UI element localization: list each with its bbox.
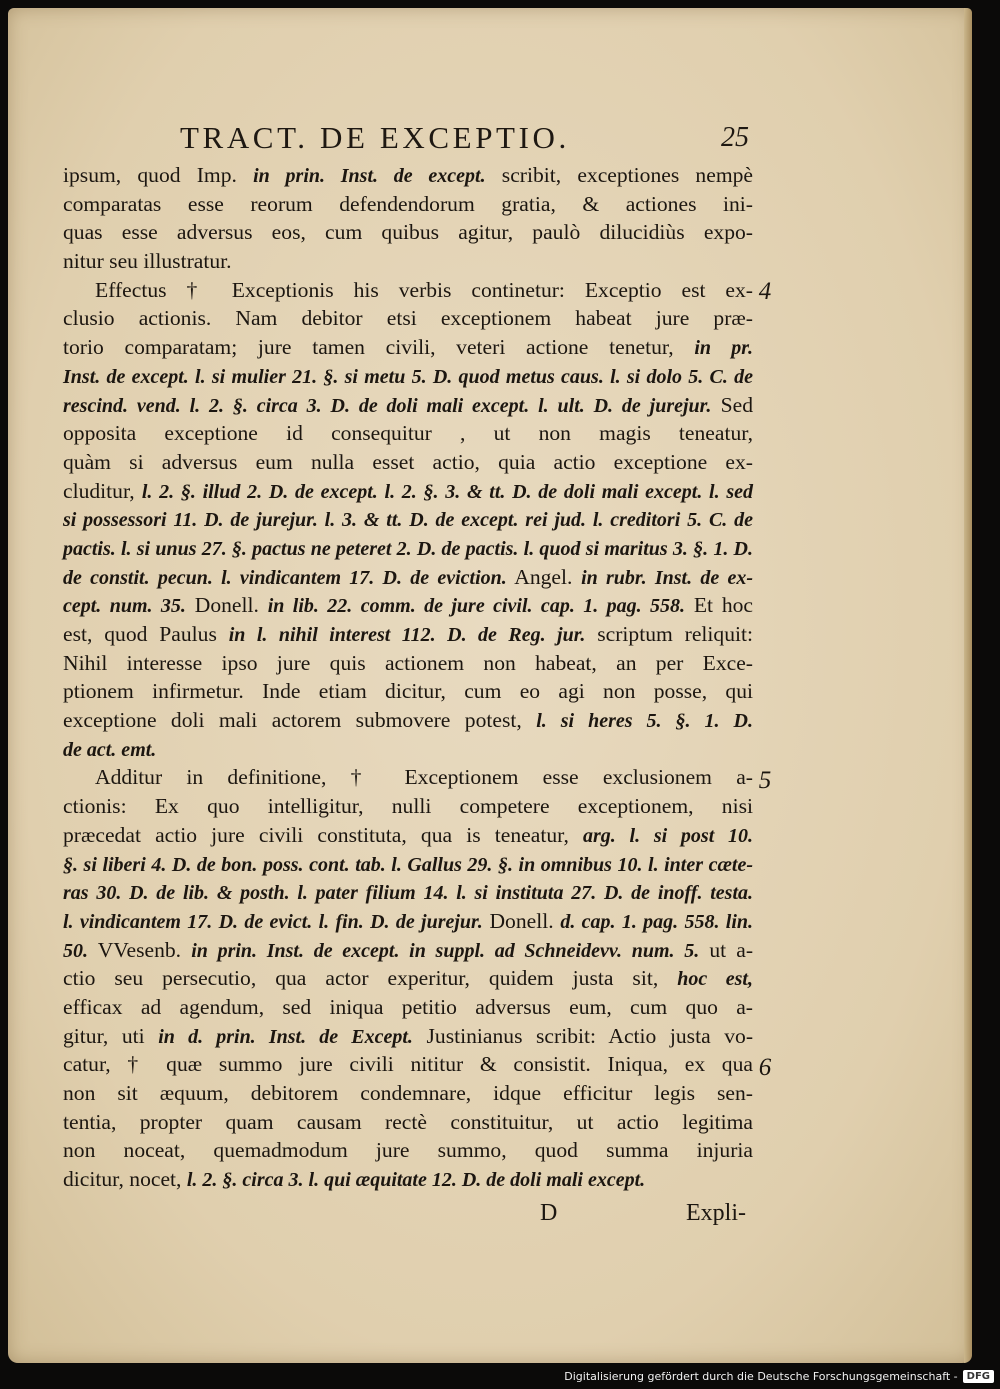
text-line: ctio seu persecutio, qua actor experitur, quidem justa sit, hoc est, bbox=[63, 966, 753, 991]
text-line: dicitur, nocet, l. 2. §. circa 3. l. qui æquitate 12. D. de doli mali except. bbox=[63, 1167, 646, 1192]
margin-number-6: 6 bbox=[758, 1054, 772, 1081]
text-line: est, quod Paulus in l. nihil interest 112. D. de Reg. jur. scriptum reliquit: bbox=[63, 622, 754, 646]
text-line: de constit. pecun. l. vindicantem 17. D. de eviction. Angel. in rubr. Inst. de ex- bbox=[63, 564, 754, 589]
text-line: nitur seu illustratur. bbox=[63, 249, 232, 274]
margin-number-4: 4 bbox=[758, 278, 772, 305]
text-line: opposita exceptione id consequitur , ut non magis teneatur, bbox=[63, 421, 753, 446]
text-line: Additur in definitione, † Exceptionem esse exclusionem a- bbox=[95, 765, 753, 790]
text-line: tentia, propter quam causam rectè constituitur, ut actio legitima bbox=[63, 1109, 753, 1134]
signature-mark: D bbox=[540, 1200, 558, 1226]
text-line: pactis. l. si unus 27. §. pactus ne peteret 2. D. de pactis. l. quod si maritus 3. §. 1. D. bbox=[63, 537, 753, 560]
text-line: §. si liberi 4. D. de bon. poss. cont. tab. l. Gallus 29. §. in omnibus 10. l. inter cæte- bbox=[63, 853, 753, 876]
text-line: comparatas esse reorum defendendorum gratia, & actiones ini- bbox=[63, 191, 753, 216]
text-line: clusio actionis. Nam debitor etsi exceptionem habeat jure præ- bbox=[63, 306, 753, 331]
text-line: gitur, uti in d. prin. Inst. de Except. Justinianus scribit: Actio justa vo- bbox=[63, 1023, 754, 1048]
text-line: l. vindicantem 17. D. de evict. l. fin. D. de jurejur. Donell. d. cap. 1. pag. 558. lin. bbox=[63, 908, 754, 933]
text-line: non noceat, quemadmodum jure summo, quod summa injuria bbox=[63, 1138, 753, 1163]
running-title: TRACT. DE EXCEPTIO. bbox=[180, 120, 570, 155]
page-header bbox=[8, 120, 972, 160]
dfg-logo: DFG bbox=[963, 1370, 994, 1383]
text-line: præcedat actio jure civili constituta, qua is teneatur, arg. l. si post 10. bbox=[63, 822, 753, 847]
text-line: ras 30. D. de lib. & posth. l. pater filium 14. l. si instituta 27. D. de inoff. testa. bbox=[63, 882, 753, 905]
margin-number-5: 5 bbox=[758, 767, 772, 794]
text-line: rescind. vend. l. 2. §. circa 3. D. de doli mali except. l. ult. D. de jurejur. Sed bbox=[63, 392, 753, 417]
text-line: exceptione doli mali actorem submovere potest, l. si heres 5. §. 1. D. bbox=[63, 708, 753, 733]
text-line: catur, † quæ summo jure civili nititur & consistit. Iniqua, ex qua bbox=[63, 1052, 753, 1077]
text-line: Effectus † Exceptionis his verbis continetur: Exceptio est ex- bbox=[95, 277, 753, 302]
text-line: ptionem infirmetur. Inde etiam dicitur, cum eo agi non posse, qui bbox=[63, 679, 753, 704]
digitization-notice bbox=[564, 1363, 1000, 1389]
text-line: cluditur, l. 2. §. illud 2. D. de except. l. 2. §. 3. & tt. D. de doli mali except. l. sed bbox=[63, 478, 753, 503]
text-line: ctionis: Ex quo intelligitur, nulli competere exceptionem, nisi bbox=[63, 794, 753, 819]
text-line: Inst. de except. l. si mulier 21. §. si metu 5. D. quod metus caus. l. si dolo 5. C. de bbox=[63, 365, 753, 388]
text-line: de act. emt. bbox=[63, 738, 157, 761]
text-line: Nihil interesse ipso jure quis actionem non habeat, an per Exce- bbox=[63, 650, 753, 675]
book-page bbox=[8, 8, 972, 1363]
text-line: cept. num. 35. Donell. in lib. 22. comm. de jure civil. cap. 1. pag. 558. Et hoc bbox=[63, 593, 753, 618]
text-line: torio comparatam; jure tamen civili, veteri actione tenetur, in pr. bbox=[63, 335, 753, 360]
page-number: 25 bbox=[721, 122, 749, 153]
text-line: si possessori 11. D. de jurejur. l. 3. & tt. D. de except. rei jud. l. creditori 5. C. de bbox=[63, 509, 753, 532]
catchword: Expli- bbox=[686, 1200, 746, 1226]
text-line: efficax ad agendum, sed iniqua petitio adversus eum, cum quo a- bbox=[63, 994, 753, 1019]
text-line: 50. VVesenb. in prin. Inst. de except. in suppl. ad Schneidevv. num. 5. ut a- bbox=[63, 937, 754, 962]
text-line: non sit æquum, debitorem condemnare, idque efficitur legis sen- bbox=[63, 1081, 753, 1105]
text-line: quas esse adversus eos, cum quibus agitur, paulò dilucidiùs expo- bbox=[63, 220, 753, 245]
body-text bbox=[63, 161, 753, 1194]
page-edge bbox=[964, 8, 972, 1363]
digitization-notice-text: Digitalisierung gefördert durch die Deutsche Forschungsgemeinschaft - bbox=[564, 1369, 958, 1383]
text-line: quàm si adversus eum nulla esset actio, quia actio exceptione ex- bbox=[63, 449, 753, 474]
text-line: ipsum, quod Imp. in prin. Inst. de except. scribit, exceptiones nempè bbox=[63, 163, 753, 187]
